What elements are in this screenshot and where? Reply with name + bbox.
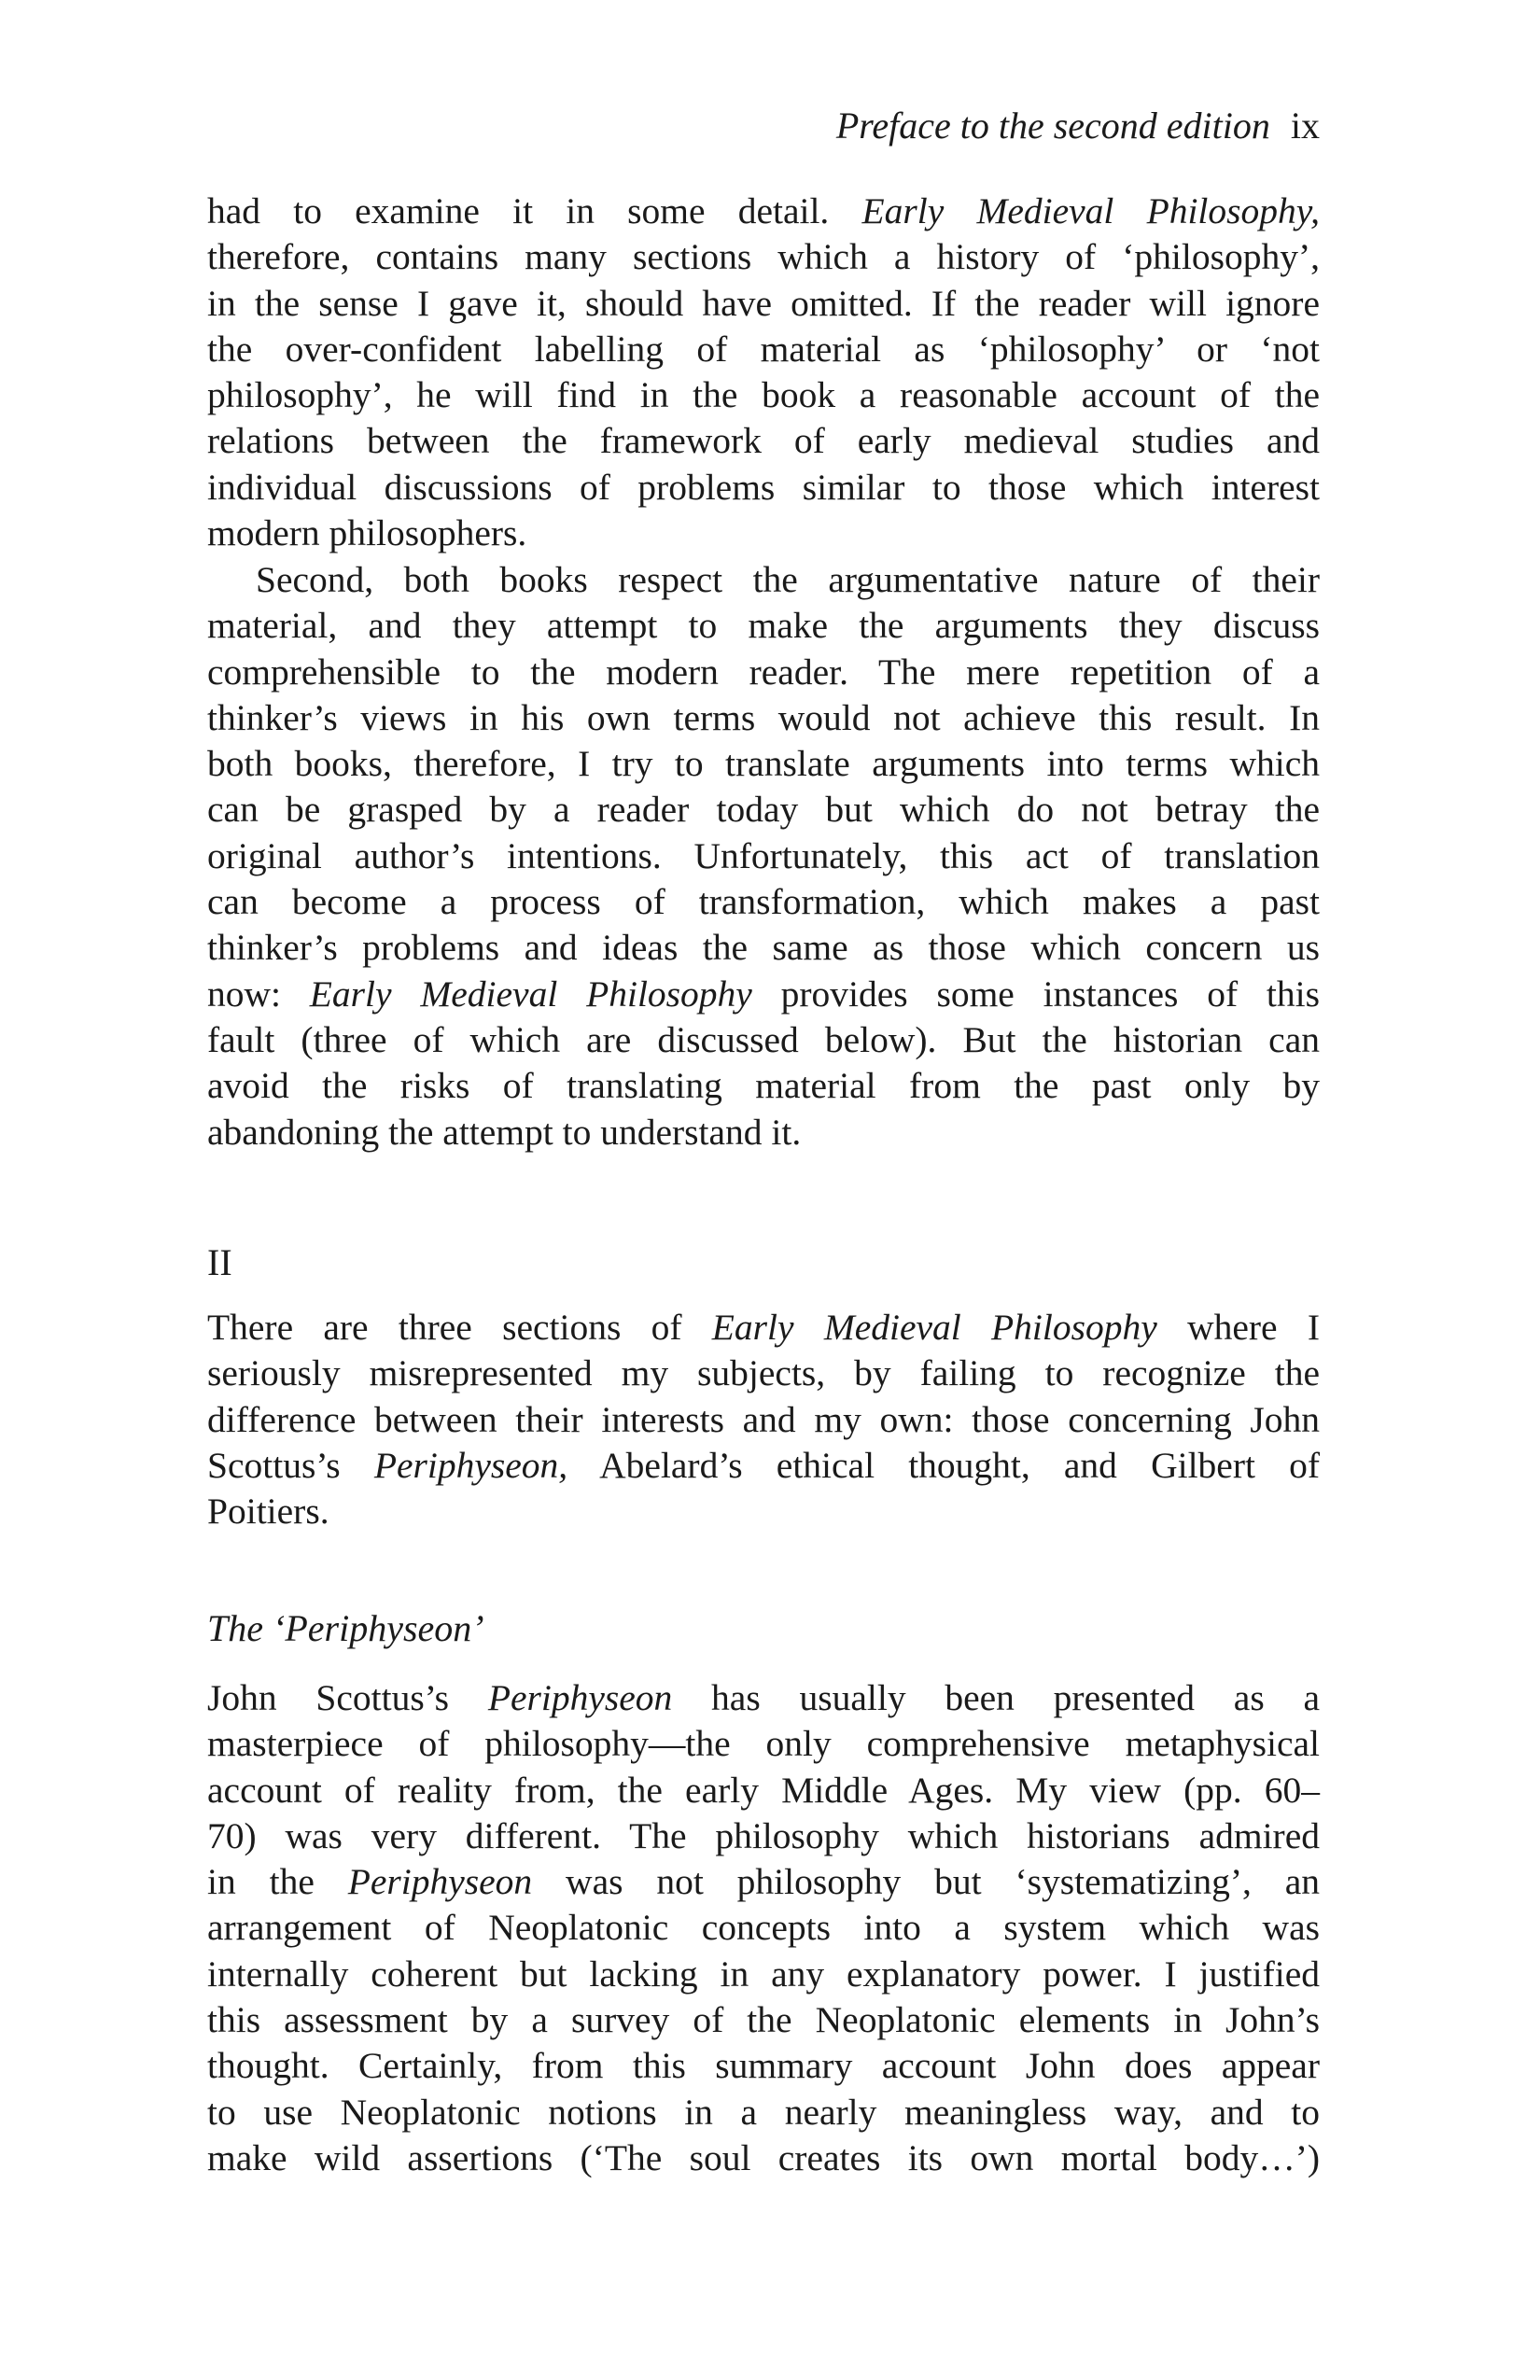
paragraph-3 <box>207 1305 1320 1534</box>
book-title-italic: Periphyseon <box>347 1861 533 1903</box>
text-line: make wild assertions (‘The soul creates its own mortal body…’) <box>207 2136 1320 2178</box>
text-line: in the sense I gave it, should have omitted. If the reader will ignore <box>207 282 1320 324</box>
book-title-italic: Early Medieval Philosophy <box>711 1307 1157 1348</box>
text-line: avoid the risks of translating material from the past only by <box>207 1065 1320 1107</box>
paragraph-2 <box>207 557 1320 1155</box>
running-head-title: Preface to the second edition <box>835 105 1270 147</box>
text-line: masterpiece of philosophy—the only comprehensive metaphysical <box>207 1723 1320 1765</box>
text-line: internally coherent but lacking in any explanatory power. I justified <box>207 1953 1320 1995</box>
text-line: abandoning the attempt to understand it. <box>207 1111 802 1153</box>
text-line: account of reality from, the early Middle Ages. My view (pp. 60– <box>207 1769 1320 1811</box>
text-line: comprehensible to the modern reader. The mere repetition of a <box>207 651 1320 693</box>
text-line: John Scottus’s Periphyseon has usually been presented as a <box>207 1677 1320 1718</box>
page-number: ix <box>1290 105 1320 147</box>
text-line: Scottus’s Periphyseon, Abelard’s ethical thought, and Gilbert of <box>207 1444 1320 1486</box>
text-line: therefore, contains many sections which a history of ‘philosophy’, <box>207 236 1320 278</box>
text-line: material, and they attempt to make the arguments they discuss <box>207 605 1320 647</box>
text-line: thinker’s views in his own terms would not achieve this result. In <box>207 696 1320 738</box>
text-line: individual discussions of problems similar to those which interest <box>207 466 1320 508</box>
text-line: difference between their interests and my own: those concerning John <box>207 1398 1320 1440</box>
text-line: now: Early Medieval Philosophy provides some instances of this <box>207 973 1320 1015</box>
text-line: fault (three of which are discussed below). But the historian can <box>207 1018 1320 1060</box>
text-line: Poitiers. <box>207 1491 329 1533</box>
text-line: can be grasped by a reader today but which do not betray the <box>207 789 1320 831</box>
text-line: 70) was very different. The philosophy which historians admired <box>207 1814 1320 1856</box>
book-title-italic: Periphyseon, <box>373 1444 568 1486</box>
text-line: relations between the framework of early medieval studies and <box>207 420 1320 462</box>
book-title-italic: Periphyseon <box>487 1677 673 1718</box>
subsection-heading: The ‘Periphyseon’ <box>207 1607 484 1649</box>
paragraph-4 <box>207 1675 1320 2181</box>
section-heading: II <box>207 1241 232 1283</box>
text-line: this assessment by a survey of the Neoplatonic elements in John’s <box>207 1999 1320 2041</box>
paragraph-1 <box>207 189 1320 556</box>
text-line: thought. Certainly, from this summary account John does appear <box>207 2045 1320 2087</box>
text-line: thinker’s problems and ideas the same as those which concern us <box>207 927 1320 969</box>
book-title-italic: Early Medieval Philosophy <box>309 973 752 1015</box>
text-line: seriously misrepresented my subjects, by failing to recognize the <box>207 1352 1320 1394</box>
text-line: can become a process of transformation, which makes a past <box>207 881 1320 923</box>
book-title-italic: Early Medieval Philosophy, <box>861 190 1320 231</box>
text-line: to use Neoplatonic notions in a nearly meaningless way, and to <box>207 2091 1320 2133</box>
text-line: philosophy’, he will find in the book a reasonable account of the <box>207 374 1320 416</box>
text-line: original author’s intentions. Unfortunately, this act of translation <box>207 834 1320 876</box>
text-line: both books, therefore, I try to translate arguments into terms which <box>207 743 1320 785</box>
text-line: modern philosophers. <box>207 512 527 554</box>
text-line: arrangement of Neoplatonic concepts into a system which was <box>207 1907 1320 1949</box>
text-line: There are three sections of Early Medieval Philosophy where I <box>207 1307 1320 1348</box>
text-line: the over-confident labelling of material as ‘philosophy’ or ‘not <box>207 328 1320 370</box>
text-line: in the Periphyseon was not philosophy but ‘systematizing’, an <box>207 1861 1320 1903</box>
running-head <box>207 98 1320 154</box>
text-line: Second, both books respect the argumentative nature of their <box>256 559 1320 600</box>
text-line: had to examine it in some detail. Early Medieval Philosophy, <box>207 190 1320 231</box>
